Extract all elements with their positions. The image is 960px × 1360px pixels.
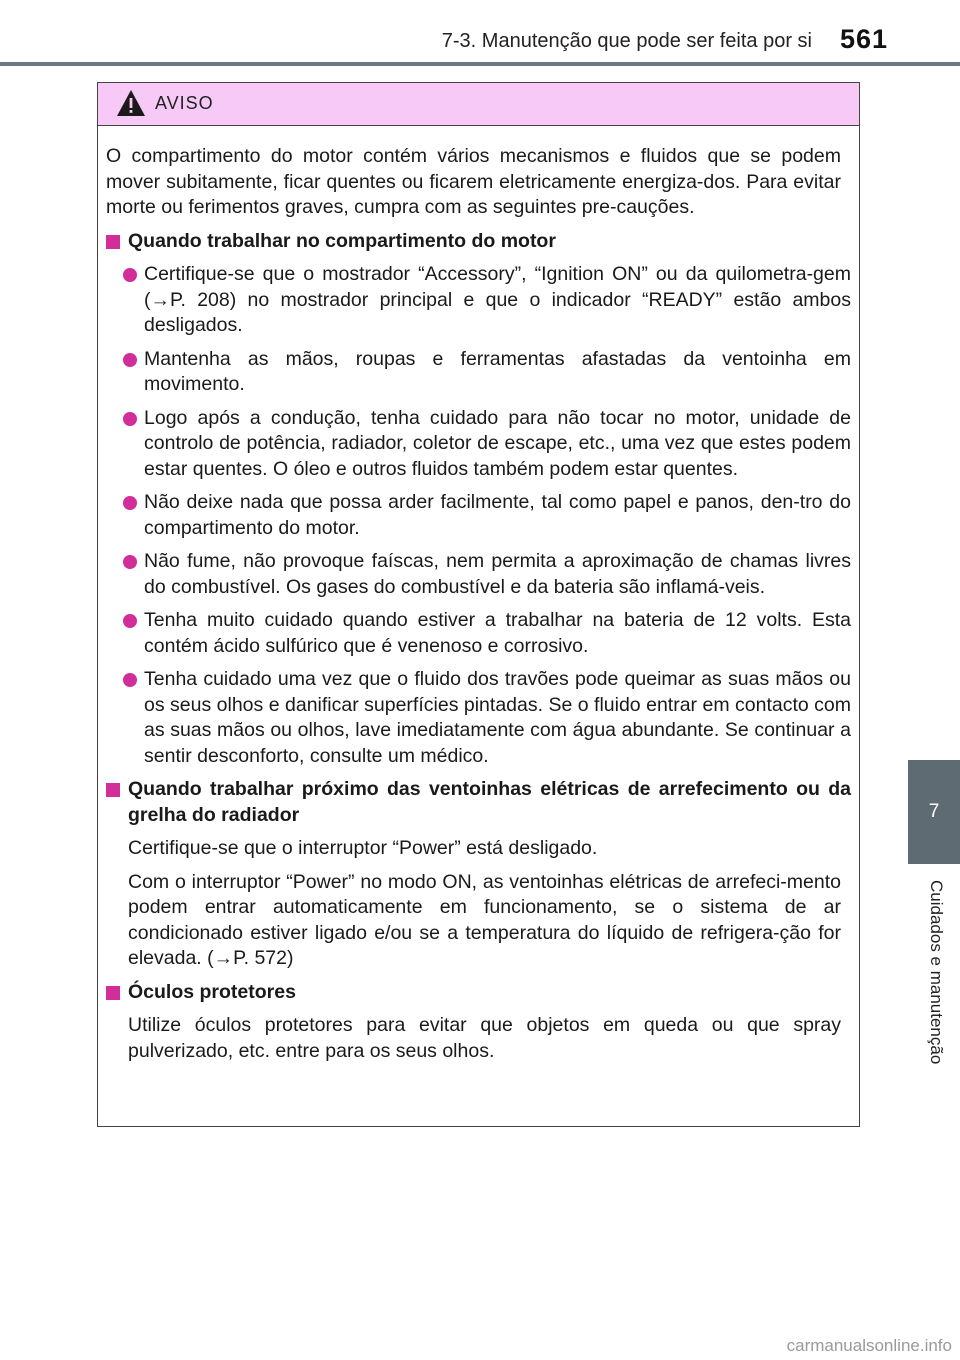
- warning-header: [98, 83, 859, 126]
- round-bullet-icon: [123, 555, 137, 569]
- list-item: Mantenha as mãos, roupas e ferramentas afastadas da ventoinha em movimento.: [106, 347, 851, 398]
- round-bullet-icon: [123, 353, 137, 367]
- warning-title: AVISO: [155, 93, 214, 113]
- section-heading-goggles: Óculos protetores: [106, 980, 851, 1006]
- round-bullet-icon: [123, 268, 137, 282]
- square-bullet-icon: [106, 783, 120, 797]
- list-item: Certifique-se que o mostrador “Accessory”, “Ignition ON” ou da quilometra-gem (→P. 208) no mostrador principal e que o indicador “READY” estão ambos desligados.: [106, 262, 851, 339]
- chapter-label: Cuidados e manutenção: [927, 880, 946, 1065]
- section-heading-engine: Quando trabalhar no compartimento do motor: [106, 229, 851, 255]
- round-bullet-icon: [123, 673, 137, 687]
- section-heading-fans: Quando trabalhar próximo das ventoinhas elétricas de arrefecimento ou da grelha do radiador: [106, 777, 851, 828]
- round-bullet-icon: [123, 412, 137, 426]
- warning-body: [98, 126, 859, 1064]
- chapter-number: 7: [928, 801, 940, 822]
- warning-triangle-icon: [116, 89, 146, 117]
- list-item: Tenha cuidado uma vez que o fluido dos travões pode queimar as suas mãos ou os seus olhos e danificar superfícies pintadas. Se o fluido entrar em contacto com as suas mãos ou olhos, lave imediatamente com água abundante. Se continuar a sentir desconforto, consulte um médico.: [106, 667, 851, 769]
- list-item: Tenha muito cuidado quando estiver a trabalhar na bateria de 12 volts. Esta contém ácido sulfúrico que é venenoso e corrosivo.: [106, 608, 851, 659]
- square-bullet-icon: [106, 235, 120, 249]
- header-divider: [0, 62, 960, 66]
- page-header: [0, 0, 960, 66]
- warning-box: [97, 82, 860, 1127]
- list-item: Logo após a condução, tenha cuidado para não tocar no motor, unidade de controlo de potência, radiador, coletor de escape, etc., uma vez que estes podem estar quentes. O óleo e outros fluidos também podem estar quentes.: [106, 406, 851, 483]
- square-bullet-icon: [106, 986, 120, 1000]
- chapter-tab[interactable]: [908, 760, 960, 864]
- list-item: Não deixe nada que possa arder facilmente, tal como papel e panos, den-tro do compartimento do motor.: [106, 490, 851, 541]
- section-title: 7-3. Manutenção que pode ser feita por si: [441, 30, 812, 52]
- paragraph: Certifique-se que o interruptor “Power” está desligado.: [128, 837, 598, 859]
- watermark: carmanualsonline.info: [786, 1336, 952, 1355]
- round-bullet-icon: [123, 614, 137, 628]
- page-number: 561: [839, 24, 888, 54]
- warning-intro: O compartimento do motor contém vários mecanismos e fluidos que se podem mover subitamente, ficar quentes ou ficarem eletricamente energiza-dos. Para evitar morte ou ferimentos graves, cumpra com as seguintes pre-cauções.: [106, 145, 841, 218]
- list-item: Não fume, não provoque faíscas, nem permita a aproximação de chamas livres do combustível. Os gases do combustível e da bateria são inflamá-veis.: [106, 549, 851, 600]
- round-bullet-icon: [123, 496, 137, 510]
- paragraph: Utilize óculos protetores para evitar que objetos em queda ou que spray pulverizado, etc. entre para os seus olhos.: [128, 1014, 841, 1062]
- paragraph: Com o interruptor “Power” no modo ON, as ventoinhas elétricas de arrefeci-mento podem entrar automaticamente em funcionamento, se o sistema de ar condicionado estiver ligado e/ou se a temperatura do líquido de refrigera-ção for elevada. (→P. 572): [128, 870, 841, 969]
